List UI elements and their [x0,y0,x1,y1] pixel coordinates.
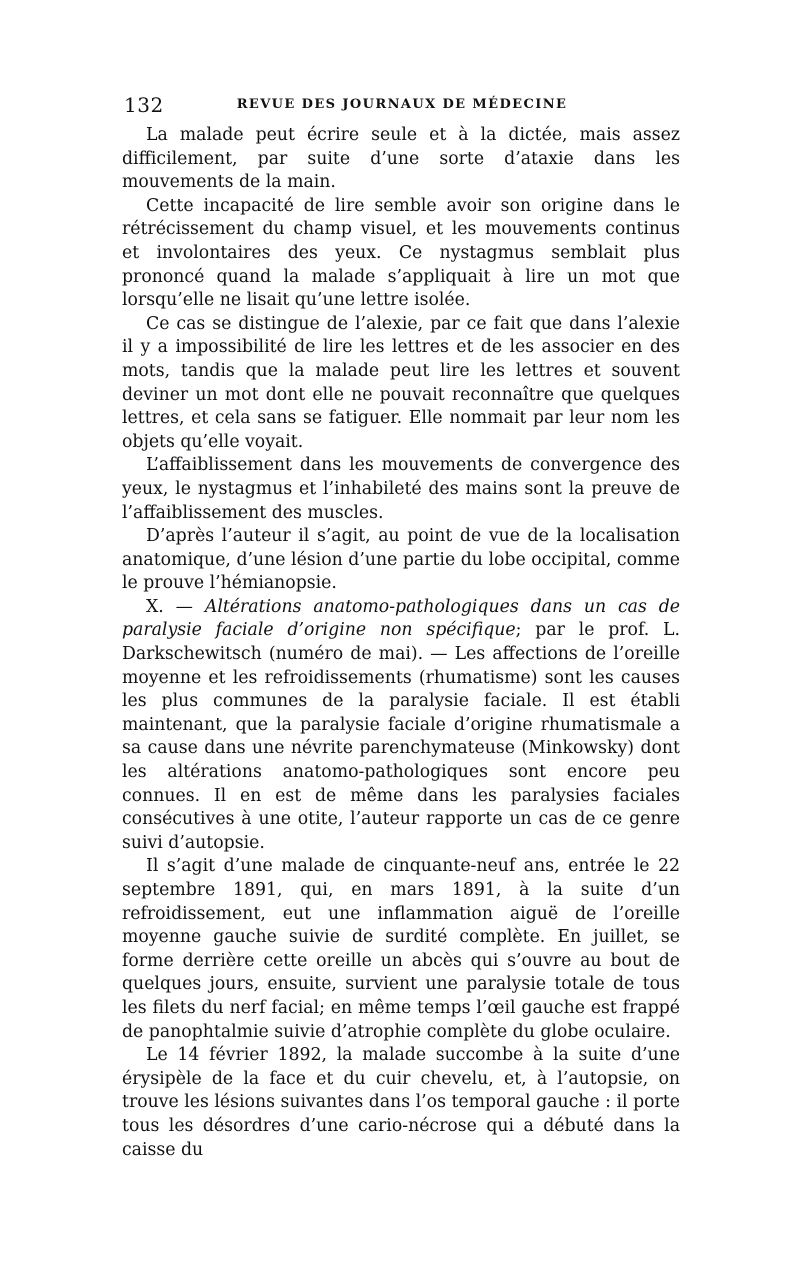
page-header [124,93,680,115]
running-title: REVUE DES JOURNAUX DE MÉDECINE [236,97,568,112]
paragraph-localisation: D’après l’auteur il s’agit, au point de vue de la localisation anatomique, d’une lésion d’une partie du lobe occipital, comme le prouve l’hémianopsie. [122,526,680,594]
paragraph-alexia: Ce cas se distingue de l’alexie, par ce fait que dans l’alexie il y a impossibilité de lire les lettres et de les associer en des mots, tandis que la malade peut lire les lettres et souvent deviner un mot dont elle ne pouvait reconnaître que quelques lettres, et cela sans se fatiguer. Elle nommait par leur nom les objets qu’elle voyait. [122,313,680,452]
section-title: Altérations anatomo-pathologiques dans un cas de paralysie faciale d’origine non spécifique [122,596,680,641]
section-x-paragraph [122,596,680,856]
paragraph-convergence: L’affaiblissement dans les mouvements de convergence des yeux, le nystagmus et l’inhabileté des mains sont la preuve de l’affaiblissement des muscles. [122,455,680,523]
paragraph-visual-field: Cette incapacité de lire semble avoir son origine dans le rétrécissement du champ visuel, et les mouvements continus et involontaires des yeux. Ce nystagmus semblait plus prononcé quand la malade s’appliquait à lire un mot que lorsqu’elle ne lisait qu’une lettre isolée. [122,195,680,311]
body-text [122,124,680,1162]
paragraph-autopsy: Le 14 février 1892, la malade succombe à la suite d’une érysipèle de la face et du cuir chevelu, et, à l’autopsie, on trouve les lésions suivantes dans l’os temporal gauche : il porte tous les désordres d’une cario-nécrose qui a débuté dans la caisse du [122,1045,680,1160]
page-number: 132 [124,93,164,117]
section-body: ; par le prof. L. Darkschewitsch (numéro de mai). — Les affections de l’oreille moyenne et les refroidissements (rhumatisme) sont les causes les plus communes de la paralysie faciale. Il est établi maintenant, que la paralysie faciale d’origine rhumatismale a sa cause dans une névrite parenchymateuse (Minkowsky) dont les altérations anatomo-pathologiques sont encore peu connues. Il en est de même dans les paralysies faciales consécutives à une otite, l’auteur rapporte un cas de ce genre suivi d’autopsie. [122,620,680,853]
section-number: X. — [146,596,205,617]
paragraph-ataxia: La malade peut écrire seule et à la dictée, mais assez difficilement, par suite d’une sorte d’ataxie dans les mouvements de la main. [122,125,680,193]
paragraph-case-history: Il s’agit d’une malade de cinquante-neuf ans, entrée le 22 septembre 1891, qui, en mars 1891, à la suite d’un refroidissement, eut une inflammation aiguë de l’oreille moyenne gauche suivie de surdité complète. En juillet, se forme derrière cette oreille un abcès qui s’ouvre au bout de quelques jours, ensuite, survient une paralysie totale de tous les filets du nerf facial; en même temps l’œil gauche est frappé de panophtalmie suivie d’atrophie complète du globe oculaire. [122,856,680,1042]
